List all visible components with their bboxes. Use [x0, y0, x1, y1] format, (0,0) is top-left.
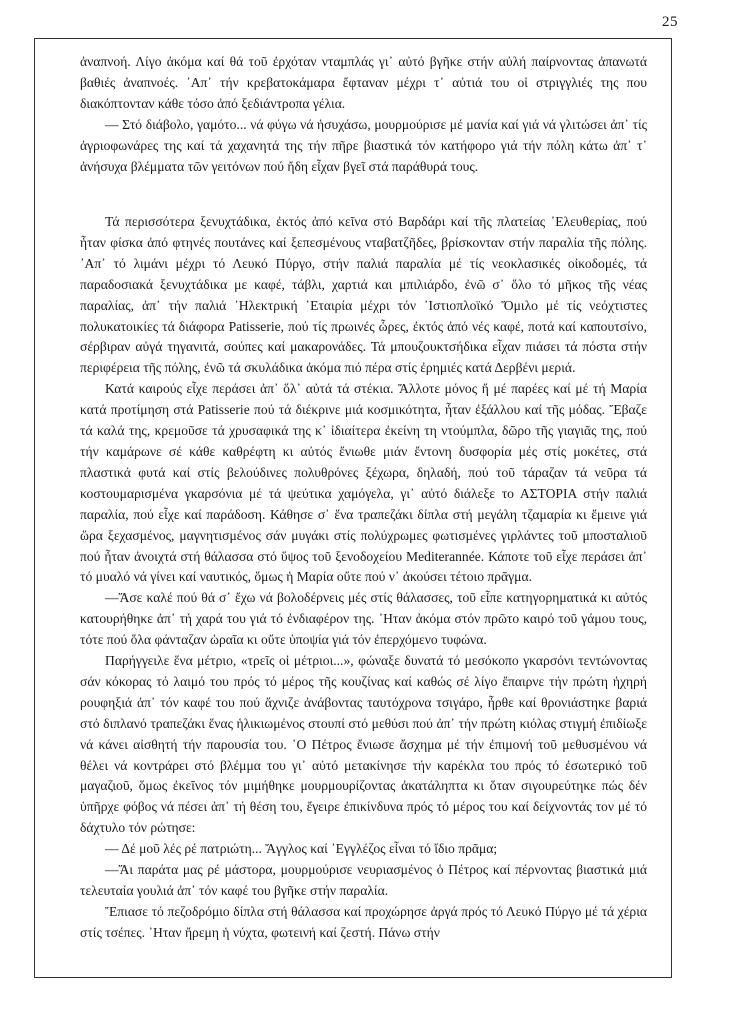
paragraph: Παρήγγειλε ἕνα μέτριο, «τρεῖς οἱ μέτριοι...», φώναξε δυνατά τό μεσόκοπο γκαρσόνι τεντώνοντας σάν κόκορας τό λαιμό του πρός τό μέρος τῆς κουζίνας καί καθώς σέ λίγο ἔπαιρνε τήν πρώτη ἠχηρή ρουφηξιά ἀπ᾽ τόν καφέ του πού ἄχνιζε ἀνάβοντας ταυτόχρονα τσιγάρο, ἦρθε καί θρονιάστηκε βαριά στό διπλανό τραπεζάκι ἕνας ἡλικιωμένος στουπί στό μεθύσι πού ἀπ᾽ τήν πρώτη κιόλας στιγμή ἐπιδίωξε νά κάνει αἰσθητή τήν παρουσία του. ῾Ο Πέτρος ἔνιωσε ἄσχημα μέ τήν ἐπιμονή τοῦ μεθυσμένου νά θέλει νά κοντράρει στό βλέμμα του γι᾽ αὐτό μετακίνησε τήν καρέκλα του πρός τό ἐσωτερικό τοῦ μαγαζιοῦ, ὅμως ἐκεῖνος τόν μιμήθηκε μουρμουρίζοντας ἀκατάληπτα κι ὅταν σιγουρεύτηκε πώς δέν ὑπῆρχε φόβος νά πέσει ἀπ᾽ τή θέση του, ἔγειρε ἐπικίνδυνα πρός τό μέρος του καί δείχνοντάς τον μέ τό δάχτυλο τόν ρώτησε:	[80, 653, 647, 836]
page-number: 25	[662, 14, 678, 30]
text-section-2	[80, 212, 647, 944]
paragraph: Κατά καιρούς εἶχε περάσει ἀπ᾽ ὅλ᾽ αὐτά τά στέκια. Ἄλλοτε μόνος ἤ μέ παρέες καί μέ τή Μαρία κατά προτίμηση στά Patisserie πού τά διέκρινε μιά κοσμικότητα, ἦταν ἐξάλλου καί τῆς μόδας. Ἔβαζε τά καλά της, κρεμοῦσε τά χρυσαφικά της κ᾽ ἰδιαίτερα ἐκείνη τη ντούμπλα, δῶρο τῆς γιαγιᾶς της, πού τήν καμάρωνε σέ κάθε καθρέφτη κι αὐτός ἔνιωθε μιάν ἔντονη δυσφορία μές στίς μοκέτες, στά πλαστικά φυτά καί στίς βελούδινες πολυθρόνες ξέχωρα, δηλαδή, πού τοῦ τάραζαν τά νεῦρα τά κοστουμαρισμένα γκαρσόνια μέ τά ψεύτικα χαμόγελα, γι᾽ αὐτό διάλεξε το ΑΣΤΟΡΙΑ στήν παλιά παραλία, πού εἶχε καί παράδοση. Κάθησε σ᾽ ἕνα τραπεζάκι δίπλα στή μεγάλη τζαμαρία κι ἔμεινε γιά ὥρα ξεχασμένος, μαγνητισμένος σάν μυγάκι στίς πολύχρωμες φωτισμένες γιρλάντες τοῦ μποσταλιοῦ πού ἦταν ἀνοιχτά στή θάλασσα στό ὕψος τοῦ ξενοδοχείου Mediterannée. Κάποτε τοῦ εἶχε περάσει ἀπ᾽ τό μυαλό νά γίνει καί ναυτικός, ὅμως ἡ Μαρία οὔτε πού ν᾽ ἀκούσει τέτοιο πρᾶγμα.	[80, 381, 647, 585]
paragraph: —Ἄσε καλέ πού θά σ᾽ ἔχω νά βολοδέρνεις μές στίς θάλασσες, τοῦ εἶπε κατηγορηματικά κι αὐτός κατουρήθηκε ἀπ᾽ τή χαρά του γιά τό ἐνδιαφέρον της. ᾽Ηταν ἀκόμα στόν πρῶτο καιρό τοῦ γάμου τους, τότε πού ὅλα φάνταζαν ὡραῖα κι οὔτε ὑποψία γιά τόν ἐπερχόμενο τυφώνα.	[80, 590, 647, 648]
paragraph: ἀναπνοή. Λίγο ἀκόμα καί θά τοῦ ἐρχόταν νταμπλάς γι᾽ αὐτό βγῆκε στήν αὐλή παίρνοντας ἀπανωτά βαθιές ἀναπνοές. ᾽Απ᾽ τήν κρεβατοκάμαρα ἔφταναν μέχρι τ᾽ αὐτιά του οἱ στριγγλιές της που διακόπτονταν κάθε τόσο ἀπό ξεδιάντροπα γέλια.	[80, 54, 647, 111]
paragraph: Ἔπιασε τό πεζοδρόμιο δίπλα στή θάλασσα καί προχώρησε ἀργά πρός τό Λευκό Πύργο μέ τά χέρια στίς τσέπες. ᾽Ηταν ἤρεμη ἡ νύχτα, φωτεινή καί ζεστή. Πάνω στήν	[80, 903, 647, 940]
paragraph: —Ἄι παράτα μας ρέ μάστορα, μουρμούρισε νευριασμένος ὁ Πέτρος καί πέρνοντας βιαστικά μιά τελευταία γουλιά ἀπ᾽ τόν καφέ του βγῆκε στήν παραλία.	[80, 862, 647, 898]
paragraph: — Δέ μοῦ λές ρέ πατριώτη... Ἄγγλος καί ᾽Εγγλέζος εἶναι τό ἴδιο πρᾶμα;	[105, 841, 498, 857]
paragraph: Τά περισσότερα ξενυχτάδικα, ἐκτός ἀπό κεῖνα στό Βαρδάρι καί τῆς πλατείας ᾽Ελευθερίας, πού ἦταν φίσκα ἀπό φτηνές πουτάνες καί ξεπεσμένους νταβατζῆδες, βρίσκονταν στήν παραλία τῆς πόλης. ᾽Απ᾽ τό λιμάνι μέχρι τό Λευκό Πύργο, στήν παλιά παραλία μέ τίς νεοκλασικές οἰκοδομές, τά παραδοσιακά ξενυχτάδικα με καφέ, τάβλι, χαρτιά και μπιλιάρδο, ἐνῶ σ᾽ ὅλο τό μῆκος τῆς νέας παραλίας, ἀπ᾽ τήν παλιά ᾽Ηλεκτρική ῾Εταιρία μέχρι τόν ᾽Ιστιοπλοϊκό Ὅμιλο μέ τίς νεόχτιστες πολυκατοικίες τά διάφορα Patisserie, πού τίς πρωινές ὧρες, ἐκτός ἀπό νές καφέ, ποτά καί καπουτσίνο, σέρβιραν αὐγά τηγανιτά, σούπες καί μακαρονάδες. Τά μπουζουκτσήδικα εἶχαν πιάσει τά πόστα στήν περιφέρεια τῆς πόλης, ἐνῶ τά σκυλάδικα ἀκόμα πιό πέρα στίς ἐρημιές κατά Δερβένι μεριά.	[80, 214, 647, 376]
text-section-1	[80, 52, 647, 177]
paragraph: — Στό διάβολο, γαμότο... νά φύγω νά ἡσυχάσω, μουρμούρισε μέ μανία καί γιά νά γλιτώσει ἀπ᾽ τίς ἀγριοφωνάρες της καί τά χαχανητά της τήν πῆρε βιαστικά τόν κατήφορο γιά τήν πόλη κάτω ἀπ᾽ τ᾽ ἀνήσυχα βλέμματα τῶν γειτόνων πού ἤδη εἶχαν βγεῖ στά παράθυρά τους.	[80, 116, 647, 174]
